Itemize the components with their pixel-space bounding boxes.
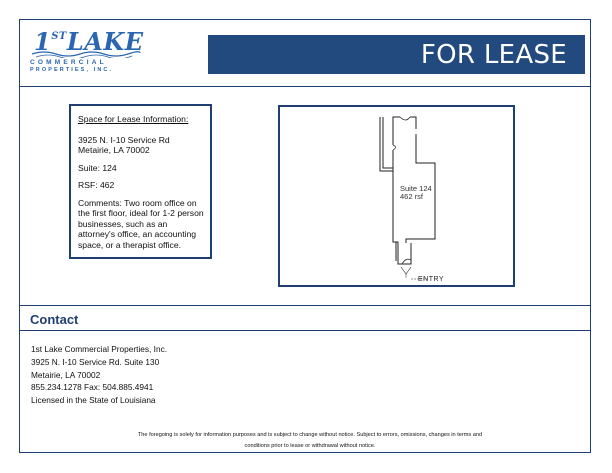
header-divider (19, 86, 591, 87)
info-address-line1: 3925 N. I-10 Service Rd (78, 134, 170, 145)
contact-divider (19, 330, 591, 331)
disclaimer: The foregoing is solely for information purposes and is subject to change without notice. Subject to errors, omissions, changes in terms and conditions prior to lease or withdrawal without notice. (137, 432, 483, 449)
section-divider (19, 305, 591, 306)
contact-license: Licensed in the State of Louisiana (31, 395, 156, 406)
info-comments: Comments: Two room office on the first floor, ideal for 1-2 person businesses, such as an attorney's office, an accounting space, or a therapist office. (78, 197, 204, 250)
info-rsf: RSF: 462 (78, 180, 115, 190)
contact-address-line1: 3925 N. I-10 Service Rd. Suite 130 (31, 356, 160, 367)
logo-tagline-2: PROPERTIES, INC. (30, 67, 114, 73)
info-suite: Suite: 124 (78, 162, 117, 173)
banner-title: FOR LEASE (420, 40, 567, 70)
floor-plan-drawing (280, 107, 513, 285)
contact-details (31, 343, 167, 407)
info-heading: Space for Lease Information: (78, 114, 189, 124)
contact-address-line2: Metairie, LA 70002 (31, 369, 101, 380)
entry-label: ENTRY (418, 276, 445, 283)
floor-plan-box (278, 105, 515, 287)
contact-company: 1st Lake Commercial Properties, Inc. (31, 344, 168, 354)
contact-phones: 855.234.1278 Fax: 504.885.4941 (31, 382, 154, 393)
wave-icon (30, 50, 142, 58)
info-address-line2: Metairie, LA 70002 (78, 145, 150, 155)
contact-heading: Contact (30, 312, 79, 327)
lease-info-box (69, 104, 212, 259)
suite-label: Suite 124 462 rsf (400, 184, 432, 201)
logo-tagline-1: COMMERCIAL (30, 59, 107, 66)
for-lease-banner (208, 35, 585, 74)
logo-wordmark: 1STLAKE (34, 27, 144, 56)
company-logo (30, 27, 145, 78)
